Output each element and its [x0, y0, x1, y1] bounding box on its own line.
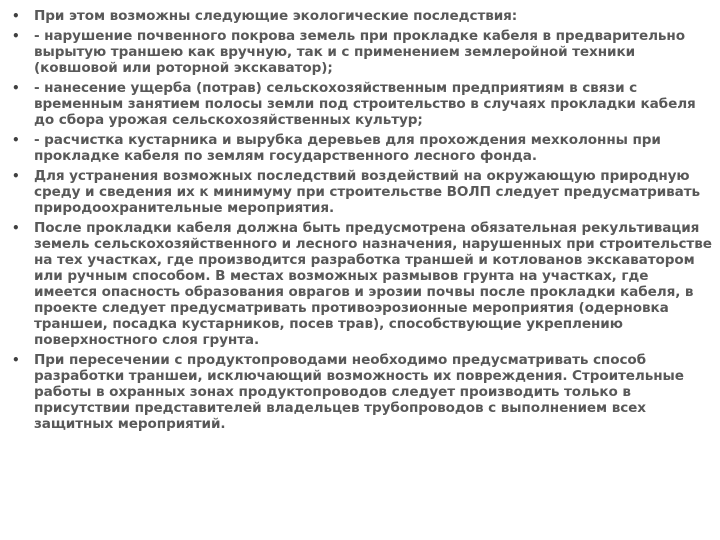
bullet-icon: •	[12, 81, 20, 95]
bullet-text: - нанесение ущерба (потрав) сельскохозяйственным предприятиям в связи с временным занятием полосы земли под строительство в случаях прокладки кабеля до сбора урожая сельскохозяйственных культур;	[34, 80, 696, 128]
bullet-icon: •	[12, 221, 20, 235]
bullet-icon: •	[12, 133, 20, 147]
bullet-item	[12, 132, 712, 164]
bullet-text: При этом возможны следующие экологические последствия:	[34, 8, 518, 24]
bullet-item	[12, 80, 712, 128]
bullet-item	[12, 28, 712, 76]
bullet-text: Для устранения возможных последствий воздействий на окружающую природную среду и сведения их к минимуму при строительстве ВОЛП следует предусматривать природоохранительные мероприятия.	[34, 168, 700, 216]
bullet-text: При пересечении с продуктопроводами необходимо предусматривать способ разработки траншеи, исключающий возможность их повреждения. Строительные работы в охранных зонах продуктопроводов следует производить только в присутствии представителей владельцев трубопроводов с выполнением всех защитных мероприятий.	[34, 352, 684, 432]
bullet-icon: •	[12, 169, 20, 183]
bullet-text: - нарушение почвенного покрова земель при прокладке кабеля в предварительно вырытую траншею как вручную, так и с применением землеройной техники (ковшовой или роторной экскаватор);	[34, 28, 685, 76]
bullet-icon: •	[12, 9, 20, 23]
bullet-list	[12, 8, 712, 436]
bullet-item	[12, 352, 712, 432]
bullet-text: - расчистка кустарника и вырубка деревьев для прохождения мехколонны при прокладке кабеля по землям государственного лесного фонда.	[34, 132, 661, 164]
bullet-text: После прокладки кабеля должна быть предусмотрена обязательная рекультивация земель сельскохозяйственного и лесного назначения, нарушенных при строительстве на тех участках, где производится разработка траншей и котлованов экскаватором или ручным способом. В местах возможных размывов грунта на участках, где имеется опасность образования оврагов и эрозии почвы после прокладки кабеля, в проекте следует предусматривать противоэрозионные мероприятия (одерновка траншеи, посадка кустарников, посев трав), способствующие укреплению поверхностного слоя грунта.	[34, 220, 712, 348]
bullet-icon: •	[12, 29, 20, 43]
bullet-item	[12, 220, 712, 348]
bullet-icon: •	[12, 353, 20, 367]
bullet-item	[12, 8, 712, 24]
bullet-item	[12, 168, 712, 216]
